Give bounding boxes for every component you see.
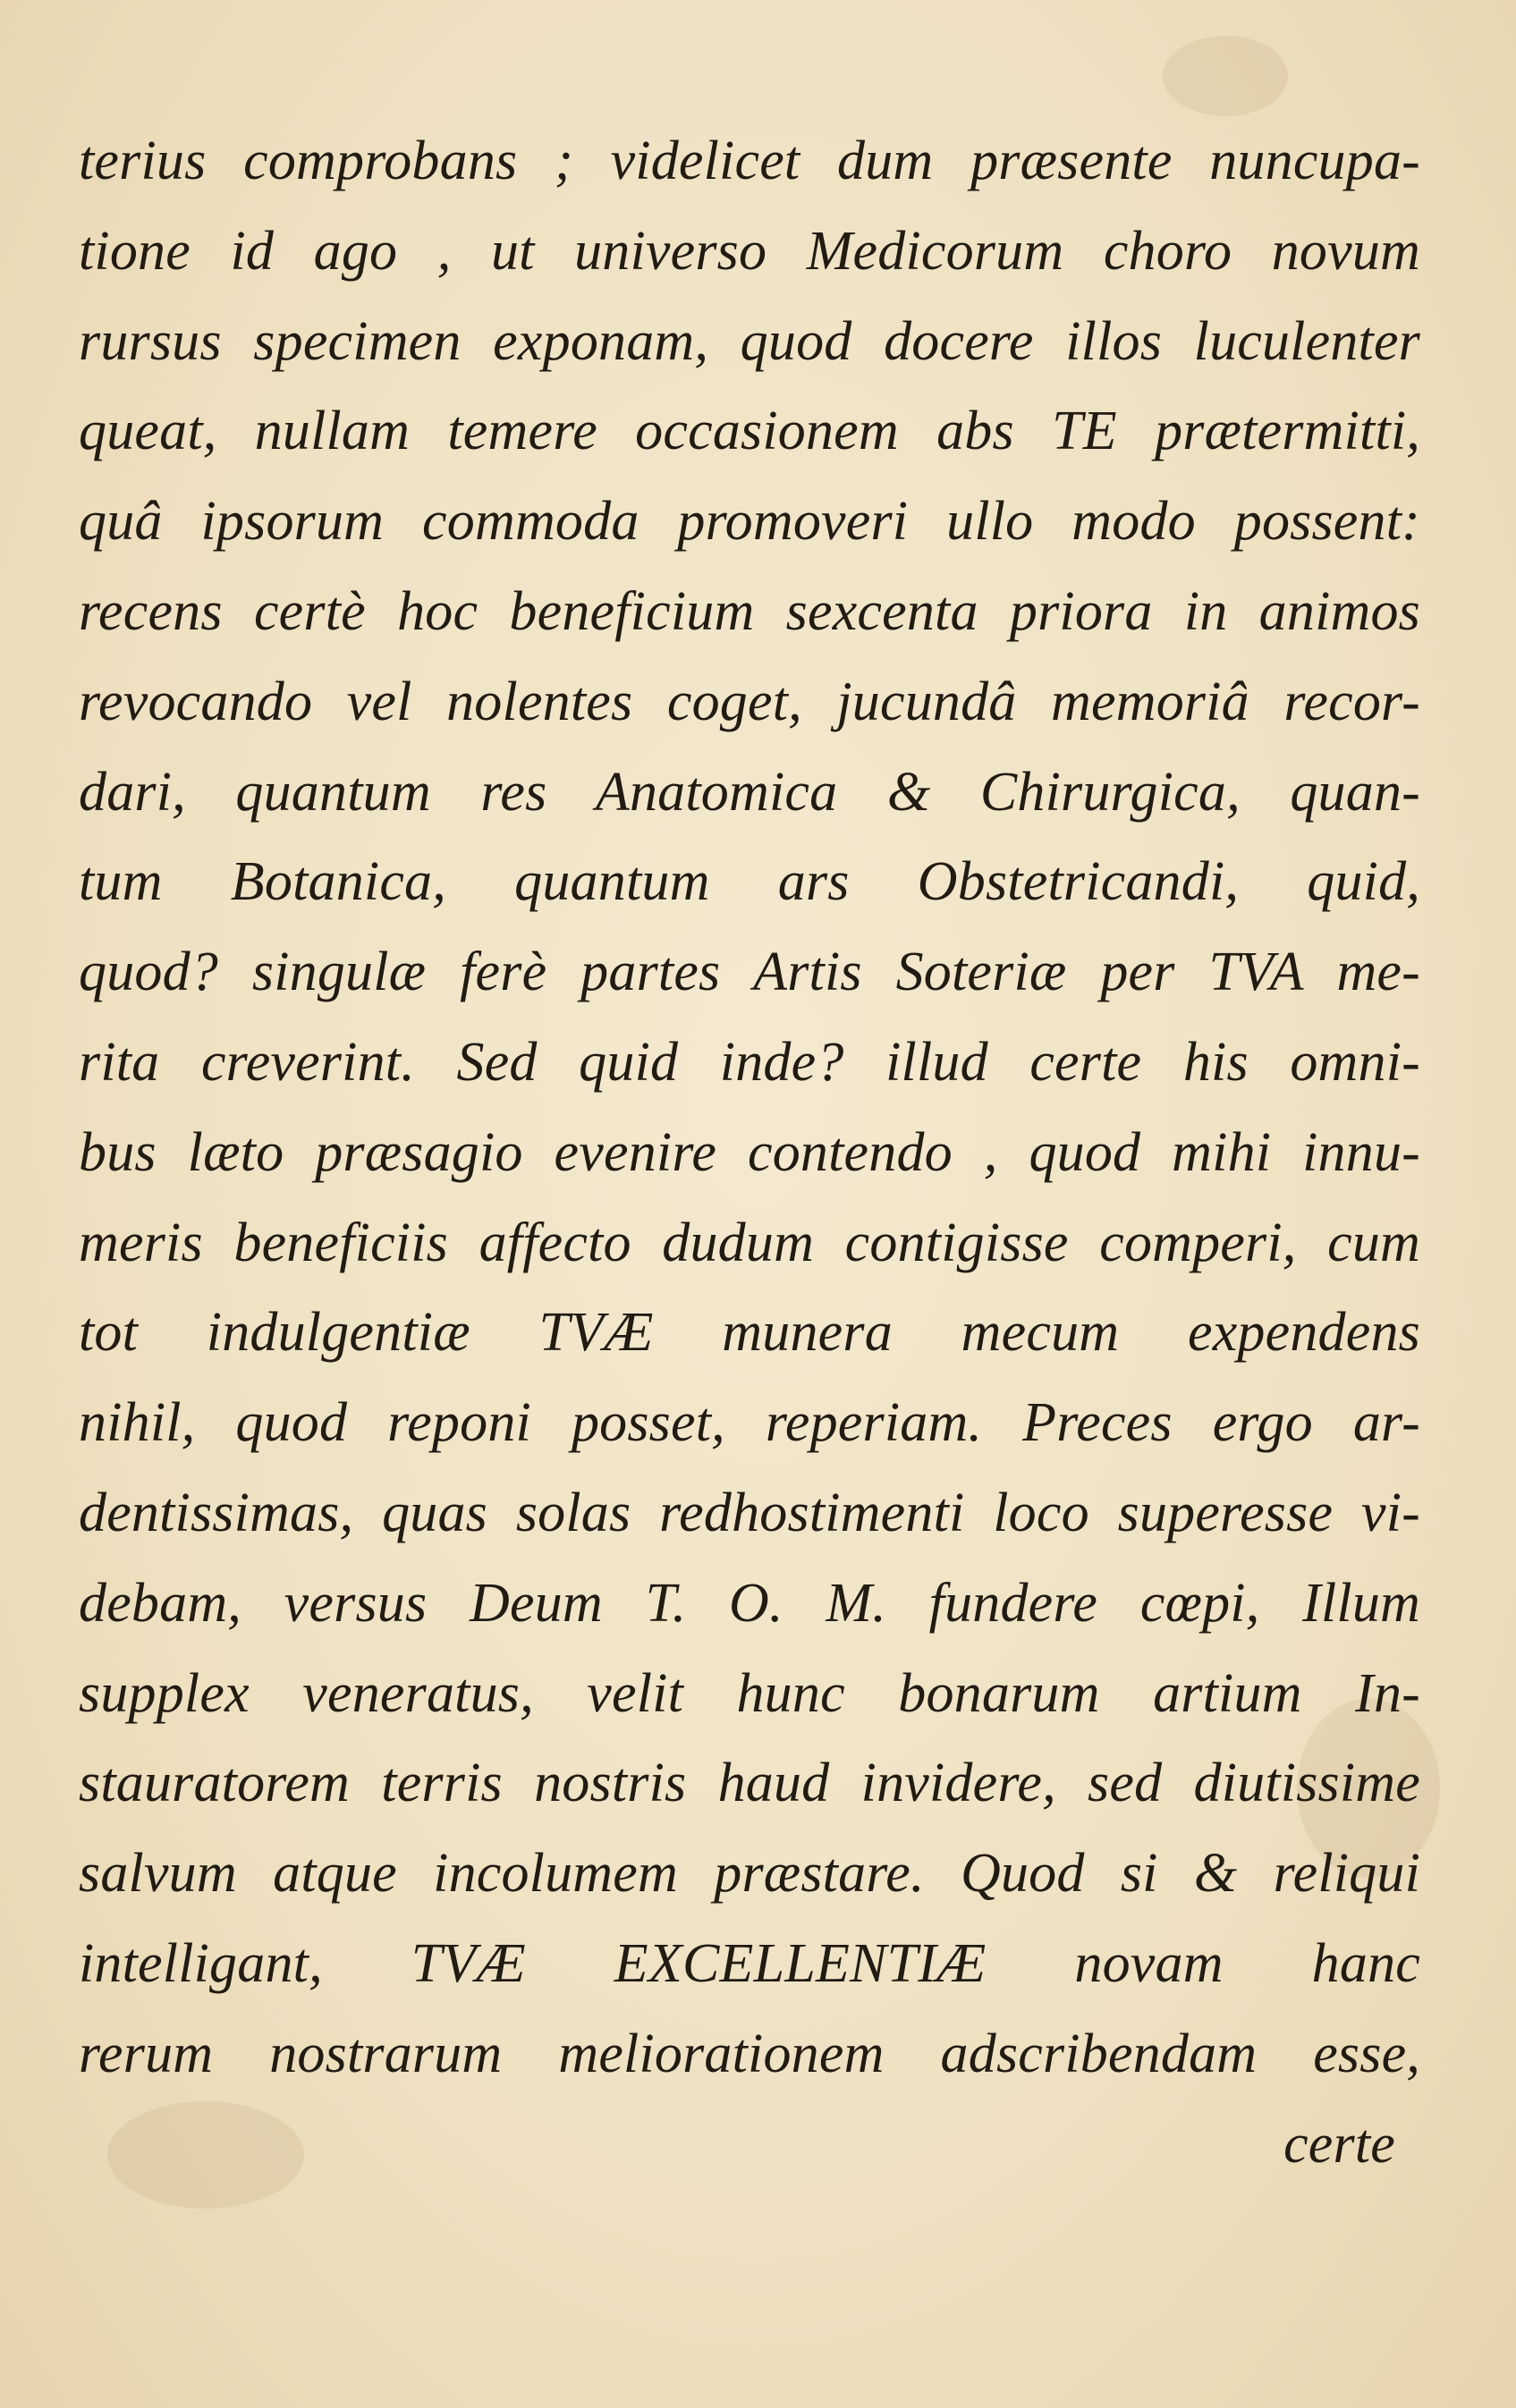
text-line: tum Botanica, quantum ars Obstetricandi, quid,	[79, 851, 1420, 913]
text-line: dentissimas, quas solas redhostimenti loco superesse vi-	[79, 1482, 1420, 1543]
text-line: bus læto præsagio evenire contendo , quod mihi innu-	[79, 1121, 1420, 1183]
text-line: rursus specimen exponam, quod docere illos luculenter	[79, 310, 1420, 372]
text-line: supplex veneratus, velit hunc bonarum artium In-	[79, 1662, 1420, 1724]
text-line: tot indulgentiæ TVÆ munera mecum expendens	[79, 1302, 1420, 1364]
text-line: tione id ago , ut universo Medicorum choro novum	[79, 220, 1420, 282]
text-line: recens certè hoc beneficium sexcenta priora in animos	[79, 580, 1420, 642]
text-line: quod? singulæ ferè partes Artis Soteriæ per TVA me-	[79, 942, 1420, 1003]
text-line: revocando vel nolentes coget, jucundâ memoriâ recor-	[79, 671, 1420, 732]
text-line: terius comprobans ; videlicet dum præsente nuncupa-	[79, 131, 1420, 191]
text-line: rerum nostrarum meliorationem adscribendam esse,	[79, 2023, 1420, 2084]
body-text	[79, 116, 1420, 2189]
text-line: quâ ipsorum commoda promoveri ullo modo possent:	[79, 491, 1420, 553]
text-line: stauratorem terris nostris haud invidere, sed diutissime	[79, 1753, 1420, 1814]
text-line: nihil, quod reponi posset, reperiam. Preces ergo ar-	[79, 1392, 1420, 1454]
paper-stain	[1163, 36, 1288, 116]
text-line: queat, nullam temere occasionem abs TE prætermitti,	[79, 401, 1420, 462]
text-line: salvum atque incolumem præstare. Quod si & reliqui	[79, 1843, 1420, 1905]
text-line: meris beneficiis affecto dudum contigisse comperi, cum	[79, 1212, 1420, 1273]
text-line: debam, versus Deum T. O. M. fundere cœpi, Illum	[79, 1572, 1420, 1634]
text-line: intelligant, TVÆ EXCELLENTIÆ novam hanc	[79, 1932, 1420, 1994]
text-line: rita creverint. Sed quid inde? illud certe his omni-	[79, 1031, 1420, 1093]
text-line: dari, quantum res Anatomica & Chirurgica, quan-	[79, 761, 1420, 823]
catchword: certe	[1283, 2113, 1395, 2175]
